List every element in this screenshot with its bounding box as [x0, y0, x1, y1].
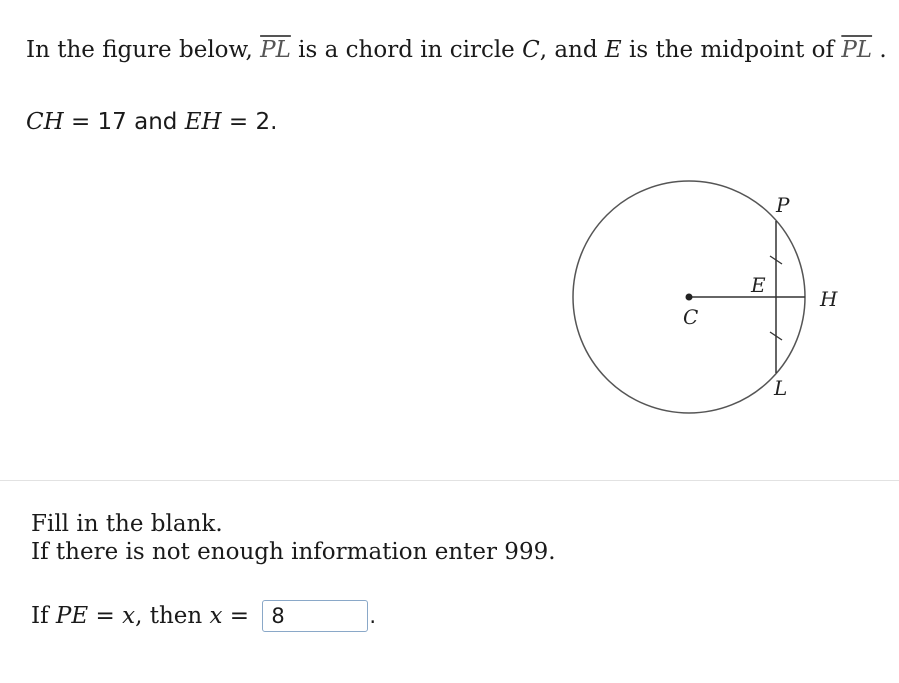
eq-eh-value: = 2. [221, 109, 278, 135]
answer-input[interactable]: 8 [262, 600, 368, 632]
label-l: L [774, 376, 788, 400]
eq-ch-value: = 17 and [63, 109, 185, 135]
q-then: , then [135, 603, 210, 629]
var-x-2: x [209, 603, 223, 629]
var-pe: PE [55, 603, 89, 629]
label-e: E [751, 273, 766, 297]
q-eq-2: = [222, 603, 257, 629]
instruction-999: If there is not enough information enter 999. [31, 539, 556, 565]
text-chord-in-circle: is a chord in circle [290, 37, 523, 63]
problem-statement-line1 [26, 34, 887, 66]
label-h: H [820, 287, 838, 311]
text-period: . [872, 37, 887, 63]
q-eq: = [88, 603, 123, 629]
chord-pl-overline: $\overline{PL}$ [260, 37, 291, 63]
label-p: P [776, 193, 790, 217]
label-c: C [683, 305, 699, 329]
q-prefix: If [31, 603, 56, 629]
var-c: C [522, 37, 540, 63]
var-eh: EH [184, 109, 222, 135]
instruction-fill-blank: Fill in the blank. [31, 511, 223, 537]
instructions [31, 510, 556, 566]
problem-statement-line2 [26, 106, 277, 138]
chord-pl-overline-2: $\overline{PL}$ [841, 37, 873, 63]
text-intro: In the figure below, [26, 37, 261, 63]
center-point-c [686, 294, 693, 301]
section-divider [0, 480, 899, 481]
question-line [31, 600, 376, 632]
text-and: , and [539, 37, 605, 63]
var-ch: CH [26, 109, 64, 135]
q-tail: . [369, 604, 377, 628]
var-x: x [122, 603, 136, 629]
circle-figure [540, 160, 880, 450]
var-e: E [604, 37, 622, 63]
text-midpoint-of: is the midpoint of [621, 37, 842, 63]
